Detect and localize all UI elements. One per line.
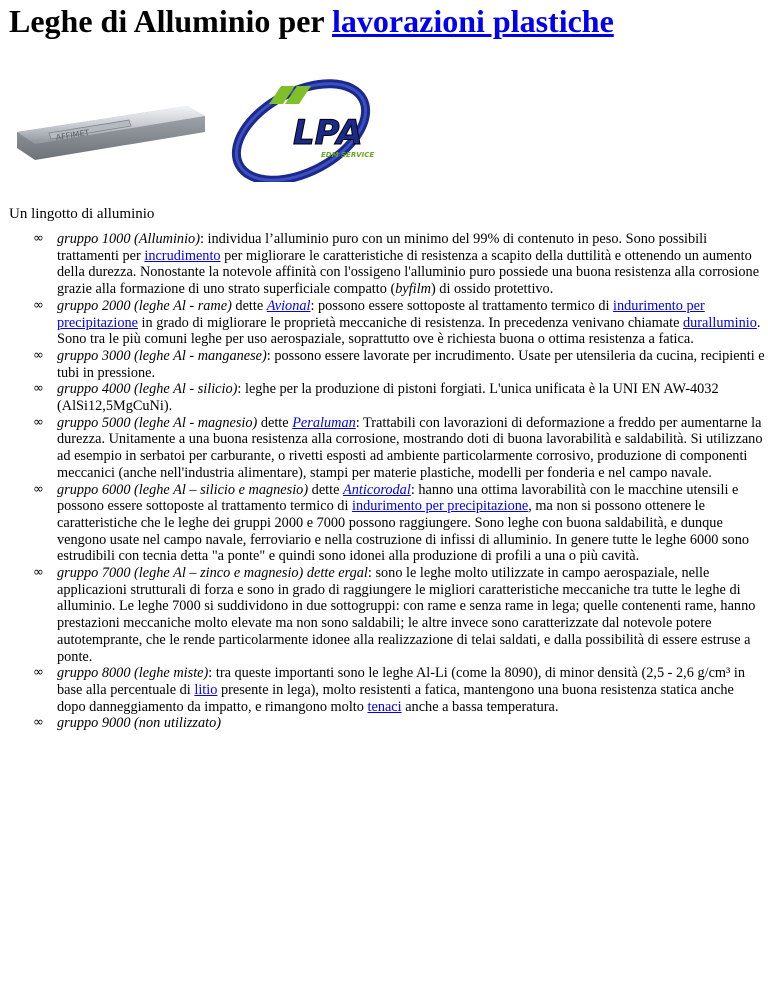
group-text: : individua l’alluminio puro con un minimo del 99% di contenuto in peso. Sono possibili trattamenti per xyxy=(57,231,708,264)
list-item-gruppo-1000 xyxy=(0,231,765,298)
group-name: gruppo 2000 (leghe Al - rame) xyxy=(57,297,232,314)
list-item-gruppo-7000 xyxy=(0,565,765,665)
link-peraluman[interactable]: Peraluman xyxy=(292,414,356,431)
group-text: : possono essere sottoposte al trattamento termico di xyxy=(310,297,614,314)
group-italic-term: byfilm xyxy=(395,281,431,298)
group-name: gruppo 6000 (leghe Al – silicio e magnesio) xyxy=(57,481,309,498)
group-text: : tra queste importanti sono le leghe Al-Li (come la 8090), di minor densità (2,5 - 2,6 g/cm³ in base alla percentuale di xyxy=(57,665,746,698)
group-name: gruppo 4000 (leghe Al - silicio) xyxy=(57,381,238,398)
company-logo xyxy=(223,78,385,182)
group-text: : Trattabili con lavorazioni di deformazione a freddo per aumentarne la durezza. Unitamente a una buona resistenza alla corrosione, mostrando doti di buona lavorabilità e saldabilità. Si utilizzano ad esempio in serbatoi per carburante, o rivetti esposti ad ambiente particolarmente corrosivo, produzione di componenti meccanici (anche nell'industria alimentare), stampi per materie plastiche, modelli per fonderia e nel campo navale. xyxy=(57,414,763,481)
logo-letters: LPA xyxy=(293,113,363,153)
group-text: : possono essere lavorate per incrudimento. Usate per utensileria da cucina, recipienti e tubi in pressione. xyxy=(57,347,765,381)
list-item-gruppo-4000 xyxy=(0,381,765,414)
link-avional[interactable]: Avional xyxy=(266,297,311,314)
infinity-bullet-icon: ∞ xyxy=(33,665,44,681)
group-text: dette xyxy=(308,481,344,498)
group-text: in grado di migliorare le proprietà meccaniche di resistenza. In precedenza venivano chiamate xyxy=(137,314,683,331)
list-item-gruppo-9000 xyxy=(0,715,765,732)
alloy-groups-list xyxy=(0,231,765,732)
aluminium-ingot-image xyxy=(9,102,209,166)
link-duralluminio[interactable]: duralluminio xyxy=(683,314,757,331)
link-tenaci[interactable]: tenaci xyxy=(367,698,402,715)
group-text: dette xyxy=(257,414,293,431)
group-text: . Sono tra le più comuni leghe per uso aerospaziale, soprattutto ove è richiesta buona o ottima resistenza a fatica. xyxy=(57,314,761,348)
group-text: : leghe per la produzione di pistoni forgiati. L'unica unificata è la UNI EN AW-4032 (AlSi12,5MgCuNi). xyxy=(57,381,719,415)
list-item-gruppo-2000 xyxy=(0,298,765,348)
group-text: per migliorare le caratteristiche di resistenza a scapito della duttilità e ottenendo un aumento della durezza. Nonostante la notevole affinità con l'ossigeno l'alluminio puro possiede una buona resistenza alla corrosione grazie alla formazione di uno strato superficiale compatto ( xyxy=(57,247,760,298)
infinity-bullet-icon: ∞ xyxy=(33,414,44,430)
group-text: anche a bassa temperatura. xyxy=(401,698,559,715)
list-item-gruppo-6000 xyxy=(0,482,765,566)
title-link-lavorazioni-plastiche[interactable]: lavorazioni plastiche xyxy=(332,3,614,39)
group-text: : hanno una ottima lavorabilità con le macchine utensili e possono essere sottoposte al trattamento termico di xyxy=(57,481,739,515)
group-text: presente in lega), molto resistenti a fatica, mantengono una buona resistenza statica anche dopo danneggiamento da impatto, e rimangono molto xyxy=(57,681,734,715)
group-name: gruppo 5000 (leghe Al - magnesio) xyxy=(57,414,258,431)
link-anticorodal[interactable]: Anticorodal xyxy=(343,481,411,498)
infinity-bullet-icon: ∞ xyxy=(33,715,44,731)
list-item-gruppo-3000 xyxy=(0,348,765,381)
infinity-bullet-icon: ∞ xyxy=(33,231,44,246)
group-name: gruppo 8000 (leghe miste) xyxy=(57,665,209,682)
group-text: : sono le leghe molto utilizzate in campo aerospaziale, nelle applicazioni strutturali di forza e sono in grado di raggiungere le migliori caratteristiche meccaniche tra tutte le leghe di alluminio. Le leghe 7000 si suddividono in due sottogruppi: con rame e senza rame in lega; quelle contenenti rame, hanno prestazioni meccaniche molto elevate ma non sono saldabili; le altre invece sono caratterizzate dal notevole potere autotemprante, che le rende particolarmente idonee alla realizzazione di telai saldati, e dalla possibilità di essere estruse a ponte. xyxy=(57,565,756,665)
list-item-gruppo-5000 xyxy=(0,415,765,482)
group-text: dette xyxy=(231,297,267,314)
link-indurimento-per-precipitazione[interactable]: indurimento per precipitazione xyxy=(352,498,529,515)
link-litio[interactable]: litio xyxy=(194,681,218,698)
group-name: gruppo 9000 (non utilizzato) xyxy=(57,715,222,732)
infinity-bullet-icon: ∞ xyxy=(33,481,44,497)
list-item-gruppo-8000 xyxy=(0,665,765,715)
link-indurimento-per-precipitazione[interactable]: indurimento per precipitazione xyxy=(57,297,705,331)
page-title xyxy=(9,2,614,40)
infinity-bullet-icon: ∞ xyxy=(33,297,44,313)
infinity-bullet-icon: ∞ xyxy=(33,565,44,581)
link-incrudimento[interactable]: incrudimento xyxy=(144,247,221,264)
logo-subtitle: EDM SERVICE xyxy=(321,151,375,159)
group-text: , ma non si possono ottenere le caratteristiche che le leghe dei gruppi 2000 e 7000 possono raggiungere. Sono leghe con buona saldabilità, e dunque vengono usate nel campo navale, ferroviario e nella costruzione di infissi di alluminio. In genere tutte le leghe 6000 sono estrudibili con tecnia detta "a ponte" e quindi sono idonei alla produzione di profili a una o più cavità. xyxy=(57,498,749,565)
infinity-bullet-icon: ∞ xyxy=(33,381,44,397)
infinity-bullet-icon: ∞ xyxy=(33,347,44,363)
image-caption: Un lingotto di alluminio xyxy=(9,206,155,222)
ingot-stamp-text: AFFIMET xyxy=(55,128,90,143)
group-name: gruppo 7000 (leghe Al – zinco e magnesio) dette ergal xyxy=(57,565,368,582)
group-name: gruppo 3000 (leghe Al - manganese) xyxy=(57,347,267,364)
group-text: ) di ossido protettivo. xyxy=(430,281,554,298)
group-name: gruppo 1000 (Alluminio) xyxy=(57,231,200,247)
page-title-text: Leghe di Alluminio per xyxy=(9,3,333,39)
